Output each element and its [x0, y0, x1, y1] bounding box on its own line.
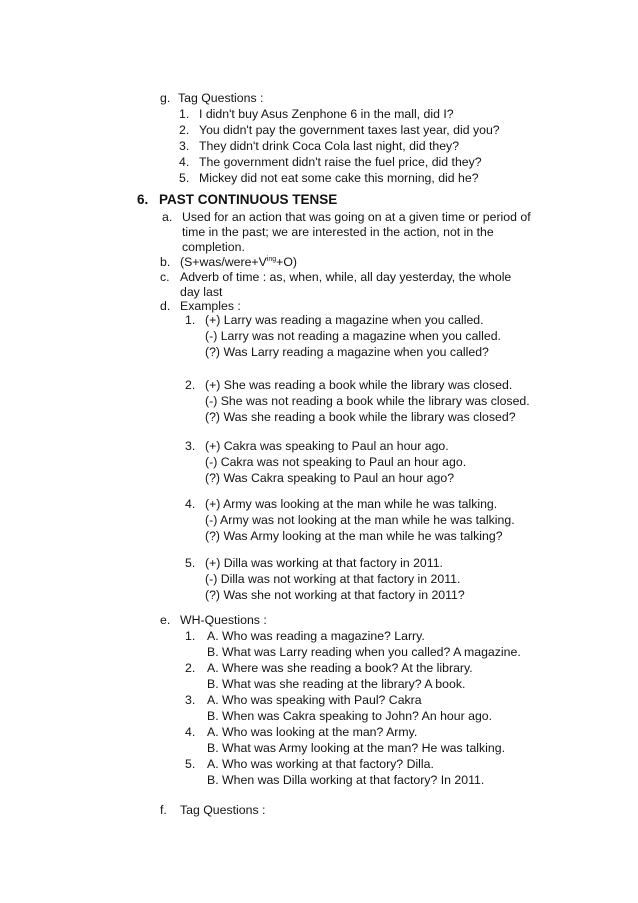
list-item: Mickey did not eat some cake this morning, did he? [199, 171, 479, 185]
example-negative: (-) Larry was not reading a magazine when you called. [205, 329, 501, 343]
formula-text: (S+was/were+V [180, 255, 267, 269]
formula-superscript: ing [266, 256, 277, 263]
point-b-label: b. [160, 255, 171, 269]
example-positive: (+) She was reading a book while the library was closed. [205, 378, 513, 392]
point-a-label: a. [162, 210, 173, 224]
section-heading-number: 6. [137, 192, 149, 207]
formula-text: +O) [276, 255, 297, 269]
example-question: (?) Was Cakra speaking to Paul an hour ago? [205, 471, 455, 485]
wh-question-a: A. Who was reading a magazine? Larry. [207, 629, 425, 643]
example-positive: (+) Dilla was working at that factory in 2011. [205, 556, 443, 570]
example-question: (?) Was Army looking at the man while he was talking? [205, 529, 503, 543]
section-g-title: Tag Questions : [178, 91, 264, 105]
example-positive: (+) Cakra was speaking to Paul an hour ago. [205, 439, 449, 453]
point-d-title: Examples : [180, 299, 241, 313]
list-item-number: 2. [179, 123, 190, 137]
section-heading [137, 192, 337, 207]
point-d-label: d. [160, 299, 171, 313]
point-e-label: e. [160, 613, 171, 627]
example-negative: (-) Cakra was not speaking to Paul an hour ago. [205, 455, 467, 469]
wh-question-b: B. What was she reading at the library? A book. [207, 677, 466, 691]
example-positive: (+) Larry was reading a magazine when you called. [205, 313, 484, 327]
wh-question-b: B. What was Army looking at the man? He was talking. [207, 741, 505, 755]
example-positive: (+) Army was looking at the man while he was talking. [205, 497, 498, 511]
example-question: (?) Was she not working at that factory in 2011? [205, 588, 465, 602]
wh-question-a: A. Where was she reading a book? At the library. [207, 661, 473, 675]
example-question: (?) Was Larry reading a magazine when you called? [205, 345, 489, 359]
list-item: They didn't drink Coca Cola last night, did they? [199, 139, 460, 153]
point-c-line: day last [180, 285, 223, 299]
example-number: 3. [185, 439, 196, 453]
point-b-formula [180, 255, 297, 270]
wh-question-a: A. Who was speaking with Paul? Cakra [207, 693, 422, 707]
wh-question-a: A. Who was working at that factory? Dilla. [207, 757, 434, 771]
point-a-line: time in the past; we are interested in the action, not in the [182, 225, 494, 239]
point-a-line: Used for an action that was going on at a given time or period of [182, 210, 531, 224]
point-f-label: f. [160, 803, 167, 817]
wh-question-a: A. Who was looking at the man? Army. [207, 725, 418, 739]
point-e-title: WH-Questions : [180, 613, 267, 627]
wh-question-b: B. When was Dilla working at that factory? In 2011. [207, 773, 485, 787]
list-item: I didn't buy Asus Zenphone 6 in the mall, did I? [199, 107, 454, 121]
list-item: You didn't pay the government taxes last year, did you? [199, 123, 500, 137]
section-g-label: g. [160, 91, 171, 105]
example-negative: (-) She was not reading a book while the library was closed. [205, 394, 530, 408]
point-c-line: Adverb of time : as, when, while, all day yesterday, the whole [180, 270, 512, 284]
wh-question-number: 5. [185, 757, 196, 771]
example-negative: (-) Army was not looking at the man while he was talking. [205, 513, 515, 527]
list-item-number: 1. [179, 107, 190, 121]
list-item-number: 3. [179, 139, 190, 153]
wh-question-number: 2. [185, 661, 196, 675]
section-heading-title: PAST CONTINUOUS TENSE [159, 192, 338, 207]
example-number: 4. [185, 497, 196, 511]
example-number: 5. [185, 556, 196, 570]
list-item-number: 4. [179, 155, 190, 169]
wh-question-number: 4. [185, 725, 196, 739]
example-negative: (-) Dilla was not working at that factory in 2011. [205, 572, 461, 586]
point-c-label: c. [160, 270, 170, 284]
list-item: The government didn't raise the fuel price, did they? [199, 155, 482, 169]
point-f-title: Tag Questions : [180, 803, 266, 817]
example-number: 1. [185, 313, 196, 327]
example-number: 2. [185, 378, 196, 392]
list-item-number: 5. [179, 171, 190, 185]
example-question: (?) Was she reading a book while the library was closed? [205, 410, 516, 424]
wh-question-b: B. What was Larry reading when you called? A magazine. [207, 645, 521, 659]
point-a-line: completion. [182, 240, 245, 254]
wh-question-number: 3. [185, 693, 196, 707]
wh-question-b: B. When was Cakra speaking to John? An hour ago. [207, 709, 493, 723]
wh-question-number: 1. [185, 629, 196, 643]
